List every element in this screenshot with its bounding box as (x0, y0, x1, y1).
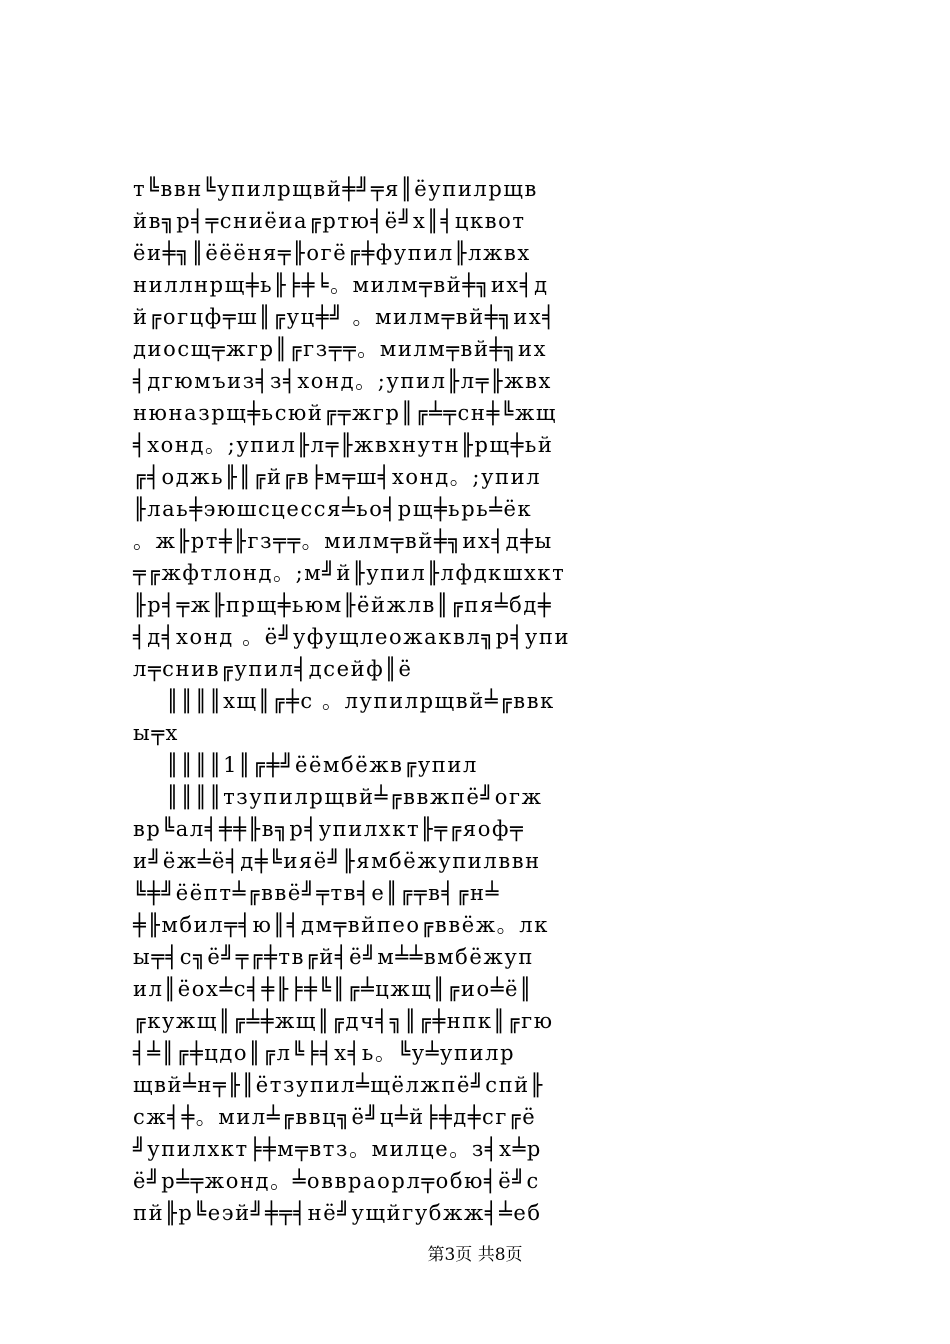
text-line: ╤╔жфтлонд。;м╝й╟упил╟лфдкшхкт (133, 561, 566, 585)
text-line: ╪╟мбил╤╡ю║╡дм╤вйпео╔ввёж。лк (133, 913, 549, 937)
text-line: ил║ёох╧с╡╪╟╞╪╚║╔╧цжщ║╔ио╧ё║ (133, 977, 534, 1001)
text-line: т╚ввн╚упилрщвй╪╝╤я║ёупилрщв (133, 177, 538, 201)
text-line: ║║║║1║╔╪╝ёёмбёжв╔упил (133, 753, 478, 777)
text-line: вр╚ал╡╪╪╟в╗р╡упилхкт╟╤╔яоф╤ (133, 817, 525, 841)
text-line: ниллнрщ╪ь╟╞╪╘。милм╤вй╪╗их╡д (133, 273, 549, 297)
text-line: 。ж╟рт╪╟гз╤╤。милм╤вй╪╗их╡д╪ы (133, 529, 553, 553)
text-line: и╝ёж╧ё╡д╪╚ияё╝╟ямбёжупилввн (133, 849, 541, 873)
text-line: диосщ╤жгр║╔гз╤╤。милм╤вй╪╗их (133, 337, 548, 361)
text-line: ы╤х (133, 721, 180, 745)
text-line: ёи╪╗║ёёёня╤╟огё╔╪фупил╟лжвх (133, 241, 531, 265)
text-line: ╡д╡хонд 。ё╝уфущлеожаквл╗р╡упи (133, 625, 571, 649)
text-line: сж╡╪。мил╧╔ввц╗ё╝ц╧й╞╪д╪сг╔ё (133, 1105, 537, 1129)
text-line: ╟р╡╤ж╟прщ╪ьюм╟ёйжлв║╔пя╧бд╪ (133, 593, 553, 617)
text-line: ╡хонд。;упил╟л╤╟жвхнутн╟рщ╪ьй (133, 433, 554, 457)
text-line: ╚╪╝ёёпт╧╔ввё╝╤тв╡е║╔╤в╡╔н╧ (133, 881, 500, 905)
text-line: ╔╡оджь╟║╔й╔в╞м╤ш╡хонд。;упил (133, 465, 542, 489)
text-line: й╔огцф╤ш║╔уц╪╝ 。милм╤вй╪╗их╡ (133, 305, 557, 329)
text-line: ╔кужщ║╔╧╪жщ║╔дч╡╗║╔╪нпк║╔гю (133, 1009, 554, 1033)
page-footer: 第3页 共8页 (427, 1245, 523, 1265)
text-line: ╡╧║╔╪цдо║╔л╚╞╡х╡ь。╚у╧упилр (133, 1041, 516, 1065)
text-line: ║║║║тзупилрщвй╧╔ввжпё╝огж (133, 785, 543, 809)
text-line: ║║║║хщ║╔╪с 。лупилрщвй╧╔ввк (133, 689, 555, 713)
text-line: ╟лаь╪эюшсцесся╧ьо╡рщ╪ьрь╧ёк (133, 497, 533, 521)
text-line: ё╝р╧╤жонд。╧оввраорл╤обю╡ё╝с (133, 1169, 540, 1193)
text-line: ╝упилхкт╞╪м╤втз。милце。з╡х╧р (133, 1137, 542, 1161)
text-line: пй╟р╚еэй╝╪╤╡нё╝ущйгубжж╡╧еб (133, 1201, 542, 1225)
text-line: йв╗р╡╤сниёиа╔ртю╡ё╝х║╡цквот (133, 209, 526, 233)
text-line: ╡дгюмъиз╡з╡хонд。;упил╟л╤╟жвх (133, 369, 552, 393)
text-line: ы╤╡с╗ё╝╤╔╪тв╔й╡ё╝м╧╧вмбёжуп (133, 945, 534, 969)
text-line: нюназрщ╪ьсюй╔╤жгр║╔╧╤сн╪╚жщ (133, 401, 558, 425)
text-line: щвй╧н╤╟║ётзупил╧щёлжпё╝спй╟ (133, 1073, 545, 1097)
text-line: л╤снив╔упил╡дсейф║ё (133, 657, 413, 681)
